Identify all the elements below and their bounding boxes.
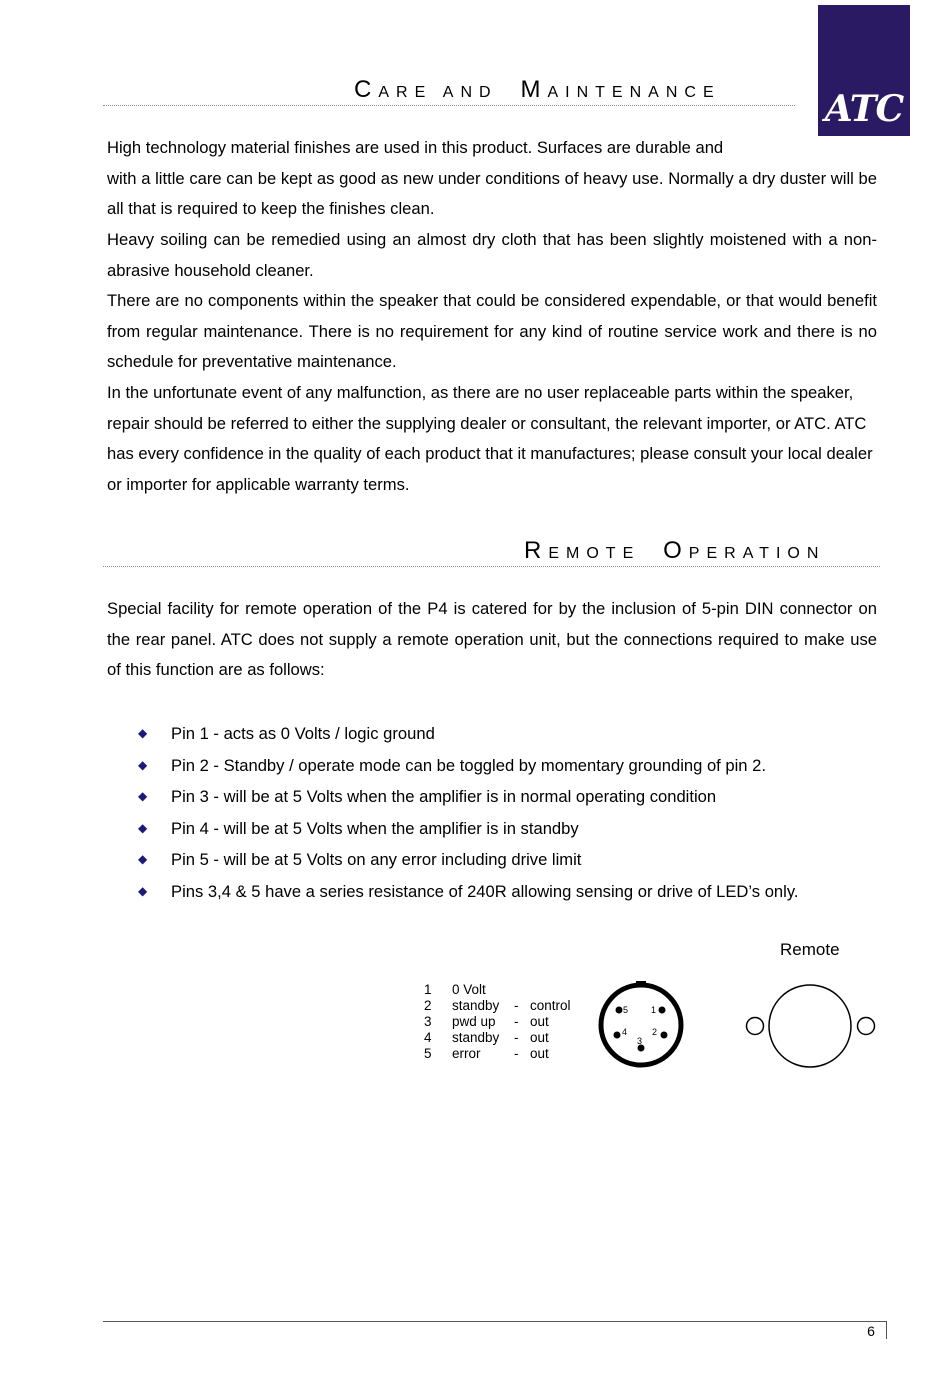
pin-table <box>424 982 584 1062</box>
pin-list-item: ◆ Pin 5 - will be at 5 Volts on any error including drive limit <box>107 844 887 876</box>
diamond-bullet-icon: ◆ <box>138 883 148 898</box>
pin-table-row: 2 standby - control <box>424 998 571 1013</box>
remote-left-hole <box>747 1018 764 1035</box>
din-pin-2 <box>661 1032 668 1039</box>
din-pin-4 <box>614 1032 621 1039</box>
din-pin-label: 3 <box>637 1036 643 1046</box>
pin-table-row: 5 error - out <box>424 1046 549 1061</box>
remote-right-hole <box>858 1018 875 1035</box>
din-pin-label: 4 <box>622 1027 628 1037</box>
pin-table-row: 4 standby - out <box>424 1030 549 1045</box>
pin-list-item: ◆ Pins 3,4 & 5 have a series resistance of 240R allowing sensing or drive of LED’s only. <box>107 876 887 908</box>
diamond-bullet-icon: ◆ <box>138 726 148 740</box>
care-paragraph-2: Heavy soiling can be remedied using an almost dry cloth that has been slightly moistened with a non-abrasive household cleaner. <box>107 230 877 280</box>
care-paragraph-1: with a little care can be kept as good as new under conditions of heavy use. Normally a dry duster will be all that is required to keep the finishes clean. <box>107 168 877 219</box>
logo-text: ATC <box>824 88 904 130</box>
remote-label: Remote <box>780 940 840 959</box>
pin-table-row: 3 pwd up - out <box>424 1014 549 1029</box>
din-pin-1 <box>659 1007 666 1014</box>
remote-body-circle <box>769 985 851 1067</box>
footer-rule <box>103 1321 887 1322</box>
page-number: 6 <box>856 1321 887 1339</box>
heading-rule <box>103 105 795 106</box>
remote-operation-heading: REMOTE OPERATION <box>524 537 826 564</box>
pin-table-row: 1 0 Volt <box>424 982 486 997</box>
din-pin-label: 1 <box>651 1005 657 1015</box>
din-connector-shell <box>601 985 681 1065</box>
din-pin-label: 5 <box>623 1005 629 1015</box>
diamond-bullet-icon: ◆ <box>138 820 148 835</box>
pin-list-item: ◆ Pin 2 - Standby / operate mode can be toggled by momentary grounding of pin 2. <box>107 750 887 782</box>
heading-rule <box>103 566 880 567</box>
atc-logo <box>818 5 910 136</box>
diamond-bullet-icon: ◆ <box>138 789 148 804</box>
care-paragraph-1-line-1: High technology material finishes are used in this product. Surfaces are durable and <box>107 138 724 157</box>
pin-list-item: ◆ Pin 1 - acts as 0 Volts / logic ground <box>107 718 887 750</box>
pin-list <box>107 718 887 908</box>
remote-intro: Special facility for remote operation of the P4 is catered for by the inclusion of 5-pin DIN connector on the rear panel. ATC does not supply a remote operation unit, but the connections required to make use of this function are as follows: <box>107 599 877 680</box>
diamond-bullet-icon: ◆ <box>138 757 148 772</box>
diamond-bullet-icon: ◆ <box>138 852 148 867</box>
din-pin-label: 2 <box>652 1027 658 1037</box>
din-connector-key <box>636 981 646 986</box>
din-connector-diagram <box>594 978 688 1072</box>
care-paragraph-4: In the unfortunate event of any malfunction, as there are no user replaceable parts within the speaker, repair should be referred to either the supplying dealer or consultant, the relevant importer, or ATC. ATC has every confidence in the quality of each product that it manufactures; please consult your local dealer or importer for applicable warranty terms. <box>107 383 873 494</box>
remote-diagram <box>742 980 878 1072</box>
care-paragraph-3: There are no components within the speaker that could be considered expendable, or that would benefit from regular maintenance. There is no requirement for any kind of routine service work and there is no schedule for preventative maintenance. <box>107 291 877 372</box>
din-pin-5 <box>616 1007 623 1014</box>
pin-list-item: ◆ Pin 3 - will be at 5 Volts when the amplifier is in normal operating condition <box>107 781 887 813</box>
pin-list-item: ◆ Pin 4 - will be at 5 Volts when the amplifier is in standby <box>107 813 887 845</box>
care-maintenance-heading: CARE AND MAINTENANCE <box>354 76 721 103</box>
